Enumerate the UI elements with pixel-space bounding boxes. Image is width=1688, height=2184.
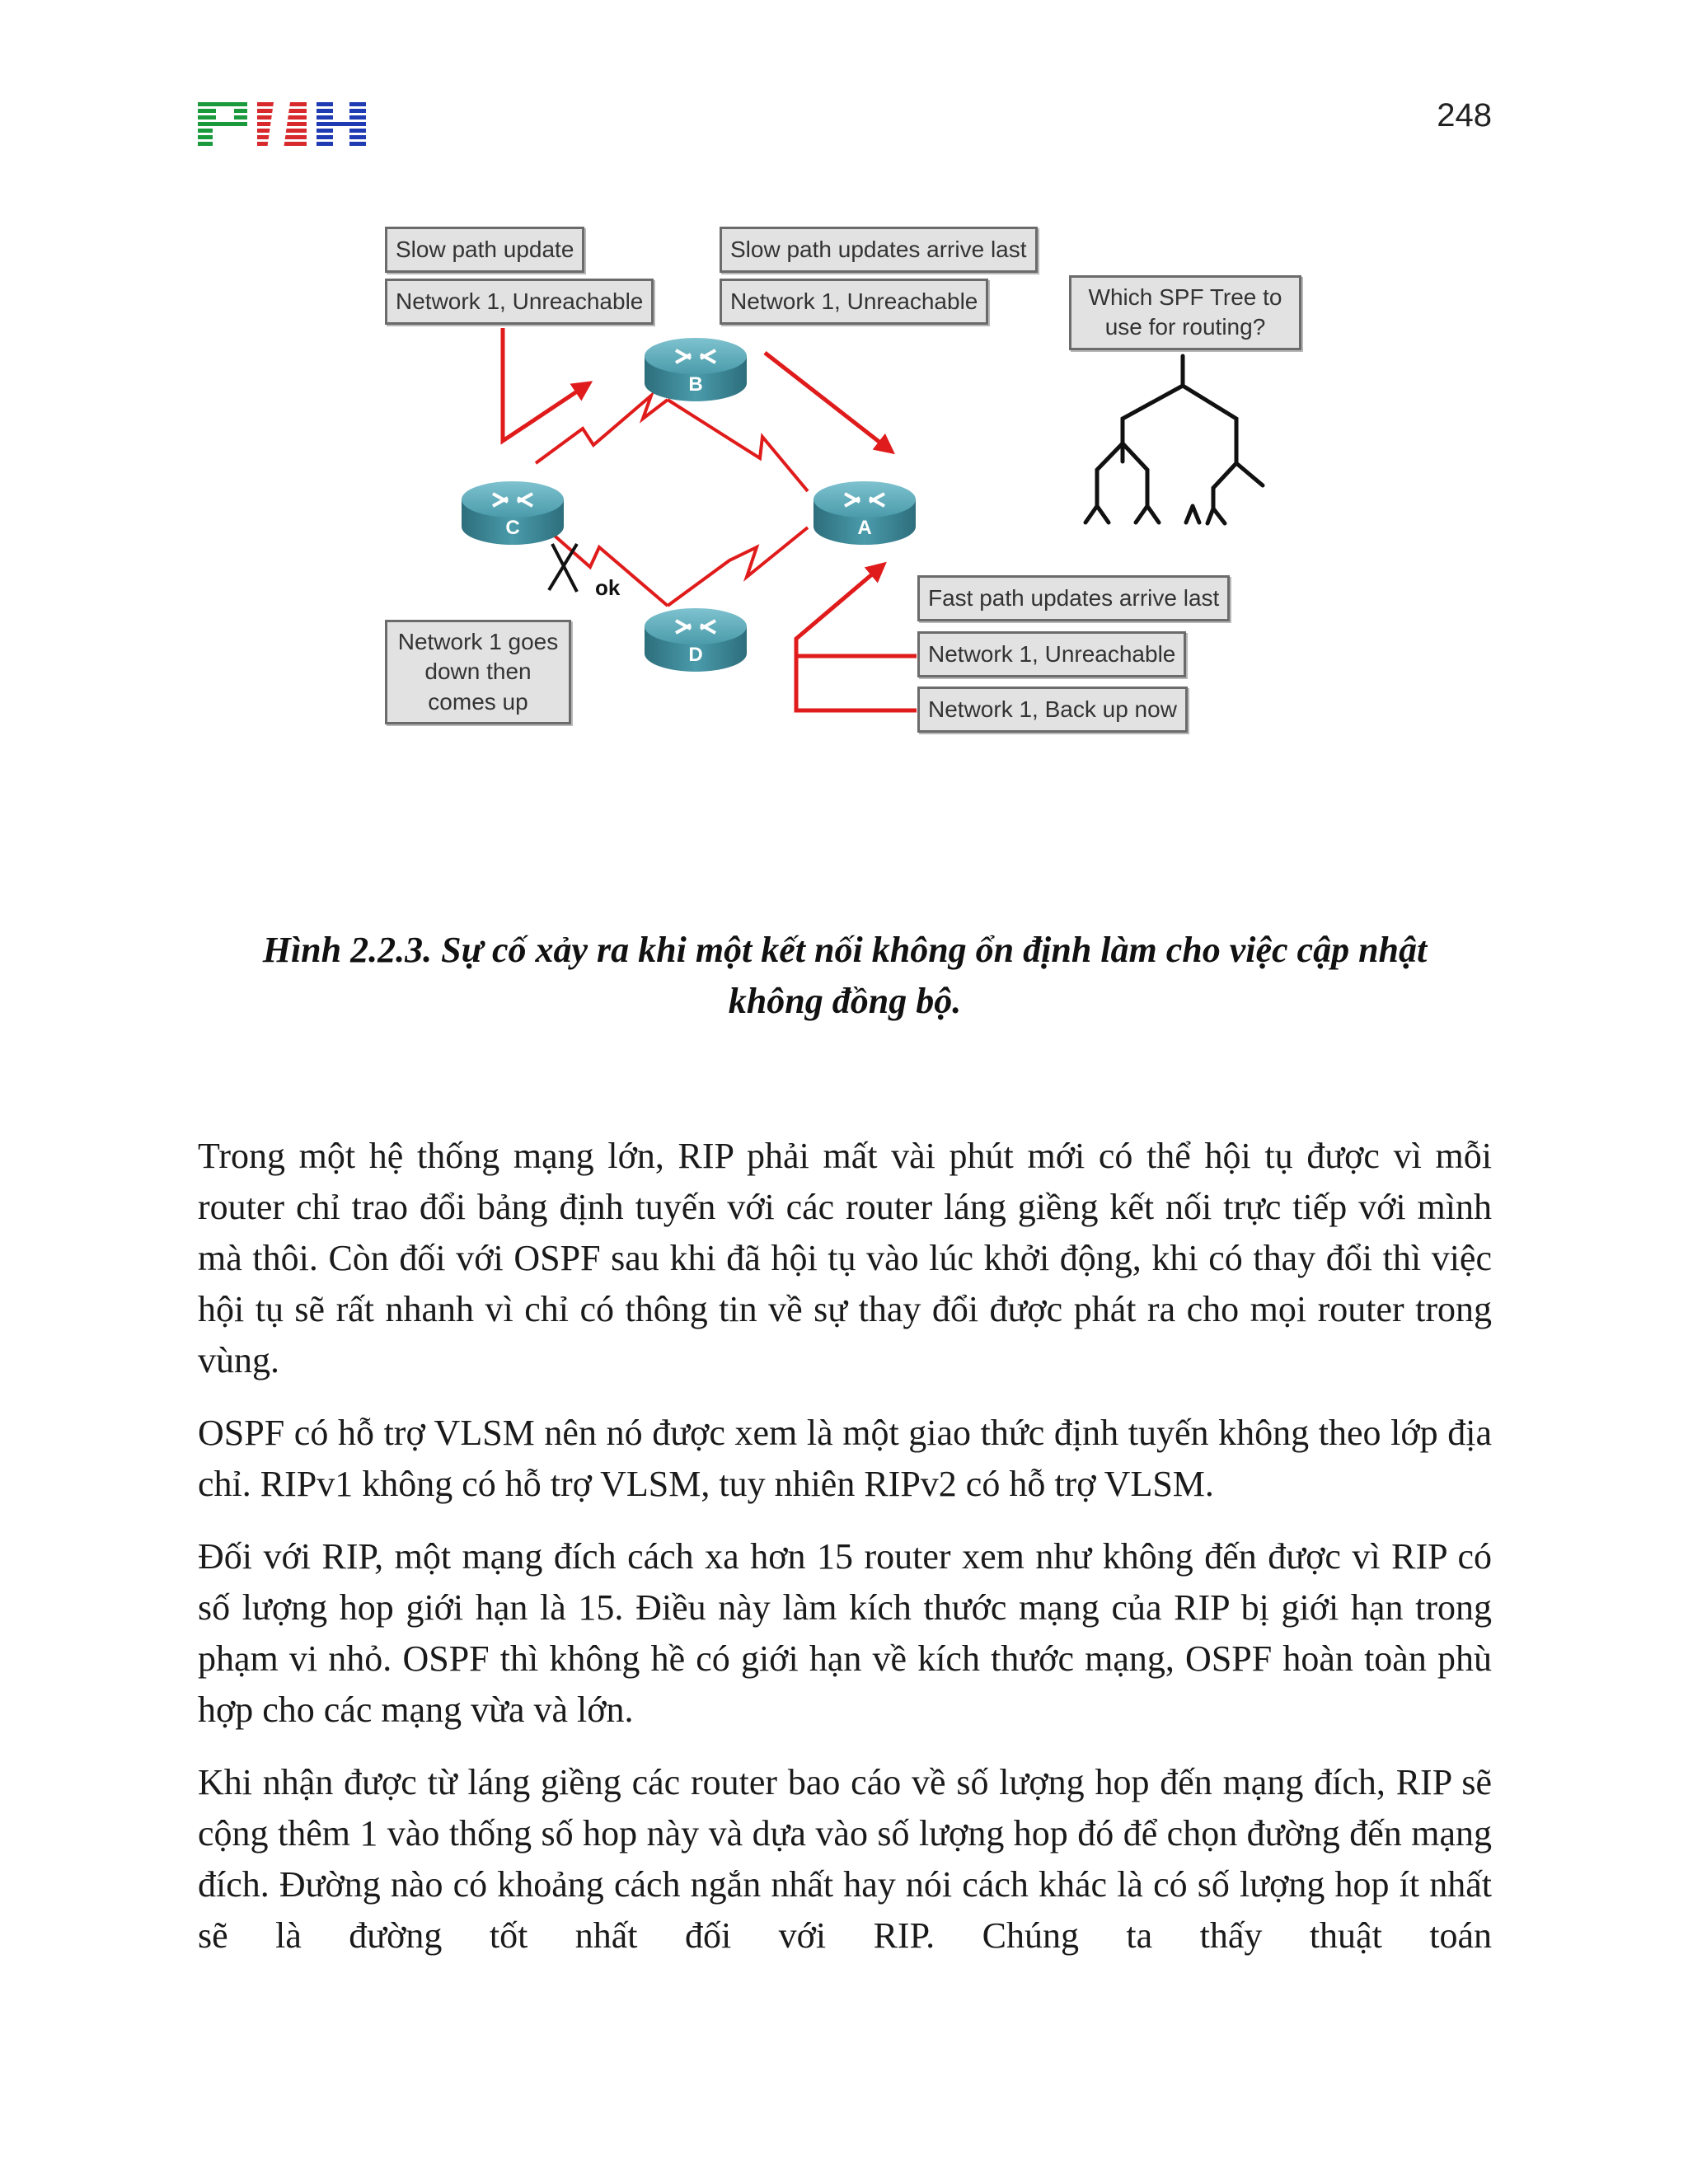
slow-path-update-label: Slow path update: [385, 227, 584, 273]
network-down-up-label: Network 1 goes down then comes up: [385, 620, 571, 724]
link-failure-icon: [549, 544, 577, 592]
network-unreachable-mid-label: Network 1, Unreachable: [720, 279, 988, 325]
link-b-a: [668, 400, 808, 491]
caption-line-2: không đồng bộ.: [728, 981, 962, 1021]
arrow-slow-right: [765, 353, 892, 452]
router-d-label: D: [688, 644, 703, 666]
paragraph: Đối với RIP, một mạng đích cách xa hơn 15 router xem như không đến được vì RIP có số lượng hop giới hạn là 15. Điều này làm kích thước mạng của RIP bị giới hạn trong phạm vi nhỏ. OSPF thì không hề có giới hạn về kích thước mạng, OSPF hoàn toàn phù hợp cho các mạng vừa và lớn.: [198, 1536, 1492, 1730]
paragraph: Khi nhận được từ láng giềng các router bao cáo về số lượng hop đến mạng đích, RIP sẽ cộng thêm 1 vào thống số hop này và dựa vào số lượng hop đó để chọn đường đến mạng đích. Đường nào có khoảng cách ngắn nhất hay nói cách khác là có số lượng hop ít nhất sẽ là đường tốt nhất đối với RIP. Chúng ta thấy thuật toán: [198, 1762, 1492, 1956]
network-unreachable-right-label: Network 1, Unreachable: [917, 631, 1186, 677]
spf-tree-question-label: Which SPF Tree to use for routing?: [1069, 275, 1301, 350]
arrow-fast: [796, 565, 884, 686]
fast-branch-bottom: [796, 656, 917, 710]
slow-path-arrive-last-label: Slow path updates arrive last: [720, 227, 1038, 273]
network-back-up-label: Network 1, Back up now: [917, 687, 1188, 733]
paragraph: OSPF có hỗ trợ VLSM nên nó được xem là một giao thức định tuyến không theo lớp địa chỉ. RIPv1 không có hỗ trợ VLSM, tuy nhiên RIPv2 có hỗ trợ VLSM.: [198, 1413, 1492, 1504]
body-text: [198, 1131, 1492, 1983]
link-d-a: [668, 527, 808, 606]
router-a-label: A: [857, 517, 872, 539]
caption-line-1: Hình 2.2.3. Sự cố xảy ra khi một kết nối không ổn định làm cho việc cập nhật: [262, 930, 1428, 970]
router-b-label: B: [688, 373, 703, 396]
network-unreachable-left-label: Network 1, Unreachable: [385, 279, 654, 325]
router-c-label: C: [505, 517, 520, 539]
network-diagram: [305, 198, 1327, 841]
fast-path-arrive-last-label: Fast path updates arrive last: [917, 575, 1230, 621]
page-number: 248: [1437, 97, 1492, 134]
ok-mark: ok: [595, 575, 621, 600]
figure-caption: [198, 925, 1492, 1027]
arrow-slow-left: [503, 328, 589, 441]
paragraph: Trong một hệ thống mạng lớn, RIP phải mất vài phút mới có thể hội tụ được vì mỗi router chỉ trao đổi bảng định tuyến với các router láng giềng kết nối trực tiếp với mình mà thôi. Còn đối với OSPF sau khi đã hội tụ vào lúc khởi động, khi có thay đổi thì việc hội tụ sẽ rất nhanh vì chỉ có thông tin về sự thay đổi được phát ra cho mọi router trong vùng.: [198, 1136, 1492, 1380]
pnh-logo: [198, 102, 368, 152]
pnh-logo-graphic: [198, 102, 368, 148]
spf-tree-icon: [1085, 356, 1263, 523]
